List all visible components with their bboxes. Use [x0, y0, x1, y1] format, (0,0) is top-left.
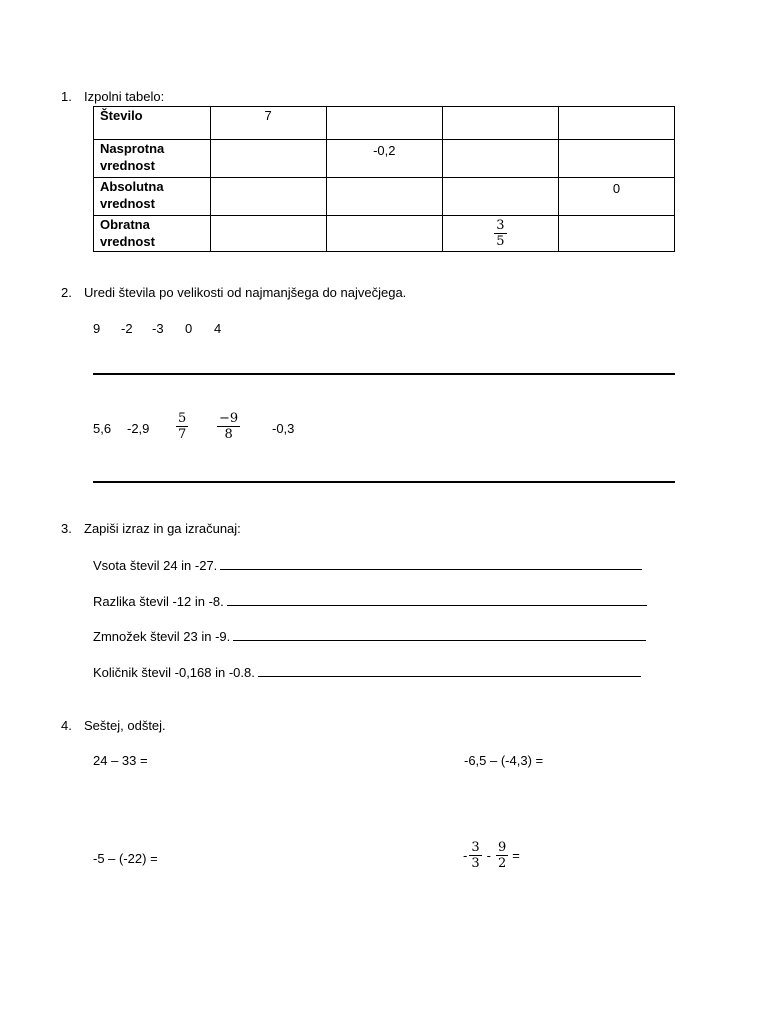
table-cell[interactable]: 0: [558, 178, 674, 216]
answer-blank[interactable]: [233, 628, 646, 641]
expression-task: [93, 593, 647, 610]
table-cell[interactable]: [558, 107, 674, 140]
values-table: [93, 106, 675, 252]
fraction-denominator: 2: [497, 856, 507, 871]
equals-sign: =: [512, 847, 520, 863]
fraction-denominator: 3: [471, 856, 480, 871]
number-item: 9: [93, 321, 101, 336]
equation: -6,5 – (-4,3) =: [464, 753, 544, 768]
row-label: Nasprotna vrednost: [94, 140, 211, 178]
table-cell[interactable]: [558, 140, 674, 178]
equation: 24 – 33 =: [93, 753, 148, 768]
minus-sign: -: [463, 847, 468, 863]
answer-blank[interactable]: [220, 557, 642, 570]
fraction: [496, 840, 508, 871]
fraction-numerator: 5: [178, 411, 187, 426]
task-text: Vsota števil 24 in -27.: [93, 558, 218, 573]
row-label: Število: [94, 107, 211, 140]
answer-blank[interactable]: [227, 593, 647, 606]
answer-blank[interactable]: [258, 664, 641, 677]
table-cell-fraction[interactable]: [442, 216, 558, 252]
fraction: [494, 218, 506, 249]
table-cell[interactable]: [326, 107, 442, 140]
task-text: Količnik števil -0,168 in -0.8.: [93, 665, 255, 680]
fraction-equation: [463, 840, 520, 871]
expression-task: [93, 557, 642, 574]
fraction-numerator: 3: [496, 218, 505, 233]
equation: -5 – (-22) =: [93, 851, 158, 866]
row-label: Absolutna vrednost: [94, 178, 211, 216]
number-item: -2,9: [127, 421, 150, 436]
table-cell[interactable]: [210, 178, 326, 216]
number-item: 0: [185, 321, 193, 336]
table-cell[interactable]: [210, 140, 326, 178]
table-row: [94, 140, 675, 178]
fraction: [469, 840, 481, 871]
table-cell[interactable]: [442, 107, 558, 140]
fraction-denominator: 7: [178, 427, 187, 442]
fraction-denominator: 5: [496, 234, 505, 249]
number-item: -3: [152, 321, 164, 336]
expression-task: [93, 664, 641, 681]
fraction-numerator: 3: [471, 840, 480, 855]
table-cell[interactable]: [442, 178, 558, 216]
expression-task: [93, 628, 646, 645]
number-item: 5,6: [93, 421, 112, 436]
q4-number: 4.: [61, 718, 72, 733]
q3-number: 3.: [61, 521, 72, 536]
answer-line[interactable]: [93, 373, 675, 375]
fraction-numerator: −9: [219, 411, 239, 426]
table-cell[interactable]: [442, 140, 558, 178]
fraction: [217, 411, 240, 442]
table-cell[interactable]: [558, 216, 674, 252]
q1-title: Izpolni tabelo:: [84, 89, 165, 104]
q4-title: Seštej, odštej.: [84, 718, 166, 733]
fraction-numerator: 9: [497, 840, 507, 855]
table-cell[interactable]: -0,2: [326, 140, 442, 178]
table-row: [94, 107, 675, 140]
table-row: [94, 216, 675, 252]
row-label: Obratna vrednost: [94, 216, 211, 252]
table-cell[interactable]: [326, 178, 442, 216]
number-item: -0,3: [272, 421, 295, 436]
task-text: Zmnožek števil 23 in -9.: [93, 629, 231, 644]
q2-number: 2.: [61, 285, 72, 300]
table-cell[interactable]: [326, 216, 442, 252]
task-text: Razlika števil -12 in -8.: [93, 594, 224, 609]
q1-number: 1.: [61, 89, 72, 104]
q3-title: Zapiši izraz in ga izračunaj:: [84, 521, 241, 536]
table-row: [94, 178, 675, 216]
fraction-denominator: 8: [224, 427, 233, 442]
minus-sign: -: [486, 847, 491, 863]
number-item: -2: [121, 321, 133, 336]
answer-line[interactable]: [93, 481, 675, 483]
q2-title: Uredi števila po velikosti od najmanjšega do največjega.: [84, 285, 407, 300]
table-cell[interactable]: 7: [210, 107, 326, 140]
table-cell[interactable]: [210, 216, 326, 252]
fraction: [176, 411, 188, 442]
number-item: 4: [214, 321, 222, 336]
